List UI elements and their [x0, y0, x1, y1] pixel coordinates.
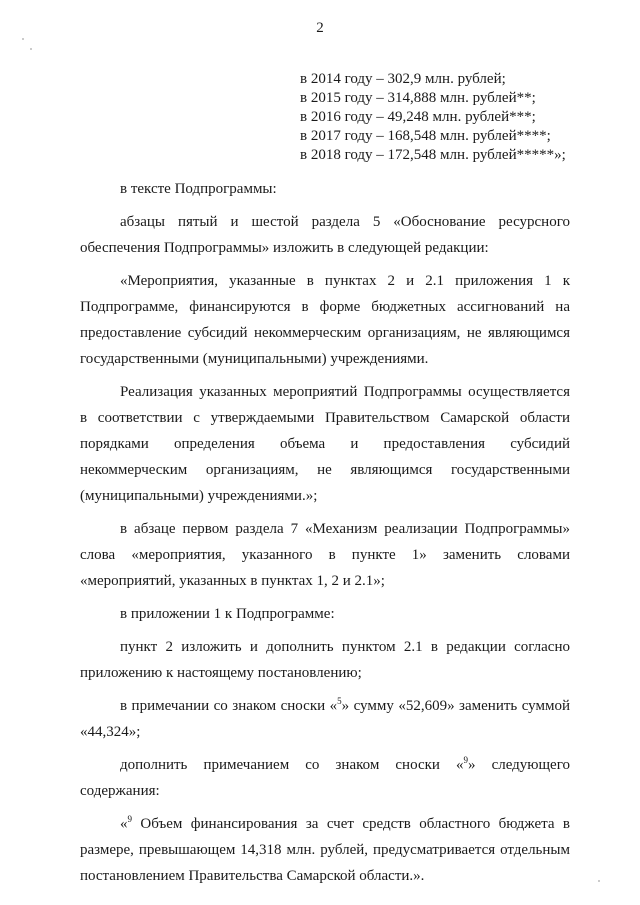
paragraph-section-7: в абзаце первом раздела 7 «Механизм реализации Подпрограммы» слова «мероприятия, указанного в пункте 1» заменить словами «мероприятий, указанных в пунктах 1, 2 и 2.1»;: [80, 521, 570, 589]
paragraph-footnote-9-content: [80, 811, 570, 889]
funding-line-2018: в 2018 году – 172,548 млн. рублей*****»;: [300, 147, 566, 163]
funding-line-2014: в 2014 году – 302,9 млн. рублей;: [300, 71, 506, 87]
footnote-5-text-before: в примечании со знаком сноски «: [120, 698, 338, 714]
scan-speck: [22, 38, 24, 40]
paragraph-implementation: Реализация указанных мероприятий Подпрограммы осуществляется в соответствии с утверждаемыми Правительством Самарской области порядками определения объема и предоставления субсидий некоммерческим организациям, не являющимся государственными (муниципальными) учреждениями.»;: [80, 384, 570, 504]
footnote-9-content-after: Объем финансирования за счет средств областного бюджета в размере, превышающем 14,318 млн. рублей, предусматривается отдельным постановлением Правительства Самарской области.».: [80, 816, 570, 884]
funding-line-2016: в 2016 году – 49,248 млн. рублей***;: [300, 109, 536, 125]
funding-line-2015: в 2015 году – 314,888 млн. рублей**;: [300, 90, 536, 106]
document-body: [80, 176, 570, 896]
paragraph-item-2: пункт 2 изложить и дополнить пунктом 2.1 в редакции согласно приложению к настоящему постановлению;: [80, 639, 570, 681]
paragraph-subprogram-text: в тексте Подпрограммы:: [120, 181, 277, 197]
paragraph-appendix-1: в приложении 1 к Подпрограмме:: [120, 606, 335, 622]
footnote-5-text-after: » сумму «52,609» заменить суммой «44,324»;: [80, 698, 570, 740]
paragraph-measures: «Мероприятия, указанные в пунктах 2 и 2.1 приложения 1 к Подпрограмме, финансируются в форме бюджетных ассигнований на предоставление субсидий некоммерческим организациям, не являющимся государственными (муниципальными) учреждениями.: [80, 273, 570, 367]
paragraph-footnote-5: [80, 693, 570, 745]
footnote-9-add-before: дополнить примечанием со знаком сноски «: [120, 757, 464, 773]
footnote-9-content-marker: 9: [127, 814, 132, 824]
footnote-9-add-marker: 9: [463, 755, 468, 765]
footnote-9-add-after: » следующего содержания:: [80, 757, 570, 799]
scan-speck: [30, 48, 32, 50]
paragraph-section-5: абзацы пятый и шестой раздела 5 «Обоснование ресурсного обеспечения Подпрограммы» изложить в следующей редакции:: [80, 214, 570, 256]
footnote-5-marker: 5: [337, 696, 342, 706]
funding-line-2017: в 2017 году – 168,548 млн. рублей****;: [300, 128, 551, 144]
scan-speck: [598, 880, 600, 882]
funding-list: [300, 70, 566, 165]
footnote-9-content-before: «: [120, 816, 128, 832]
page-number: 2: [316, 20, 324, 36]
paragraph-footnote-9-add: [80, 752, 570, 804]
